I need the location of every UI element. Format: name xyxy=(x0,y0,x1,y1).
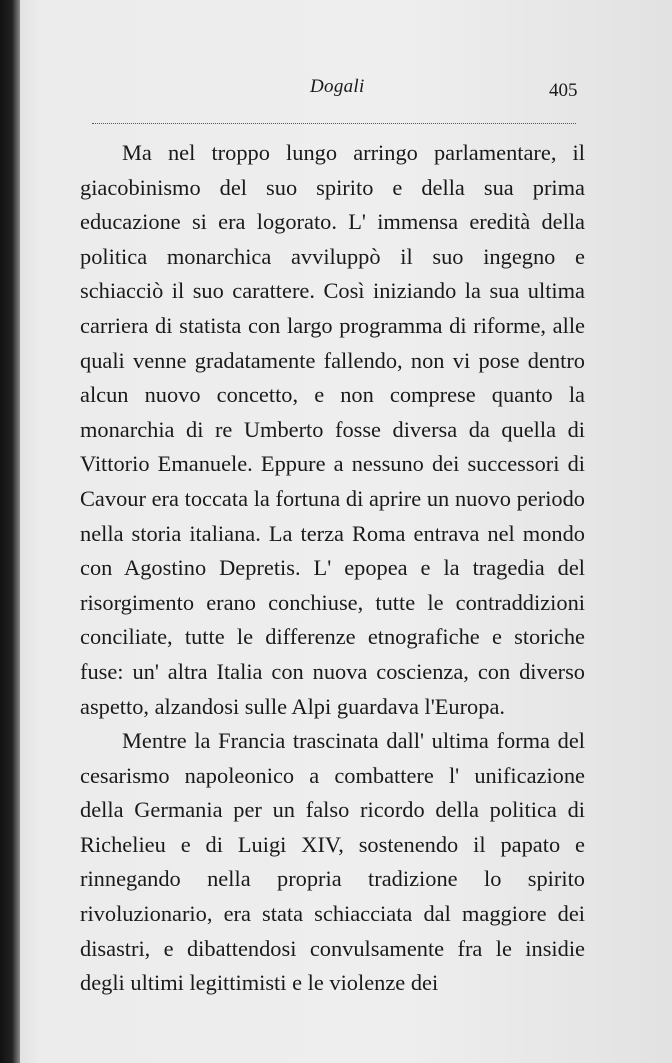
book-binding-shadow xyxy=(0,0,20,1063)
running-title: Dogali xyxy=(310,76,365,97)
body-text xyxy=(80,136,585,1001)
paragraph: Mentre la Francia trascinata dall' ultima forma del cesarismo napoleonico a combattere l' unificazione della Germania per un falso ricordo della politica di Richelieu e di Luigi XIV, sostenendo il papato e rinnegando nella propria tradizione lo spirito rivoluzionario, era stata schiacciata dal maggiore dei disastri, e dibattendosi convulsamente fra le insidie degli ultimi legittimisti e le violenze dei xyxy=(80,728,585,996)
header-rule xyxy=(92,123,576,124)
page-number: 405 xyxy=(549,80,578,101)
paragraph: Ma nel troppo lungo arringo parlamentare, il giacobinismo del suo spirito e della sua prima educazione si era logorato. L' immensa eredità della politica monarchica avviluppò il suo ingegno e schiacciò il suo carattere. Così iniziando la sua ultima carriera di statista con largo programma di riforme, alle quali venne gradatamente fallendo, non vi pose dentro alcun nuovo concetto, e non comprese quanto la monarchia di re Umberto fosse diversa da quella di Vittorio Emanuele. Eppure a nessuno dei successori di Cavour era toccata la fortuna di aprire un nuovo periodo nella storia italiana. La terza Roma entrava nel mondo con Agostino Depretis. L' epopea e la tragedia del risorgimento erano conchiuse, tutte le contraddizioni conciliate, tutte le differenze etnografiche e storiche fuse: un' altra Italia con nuova coscienza, con diverso aspetto, alzandosi sulle Alpi guardava l'Europa. xyxy=(80,140,585,719)
